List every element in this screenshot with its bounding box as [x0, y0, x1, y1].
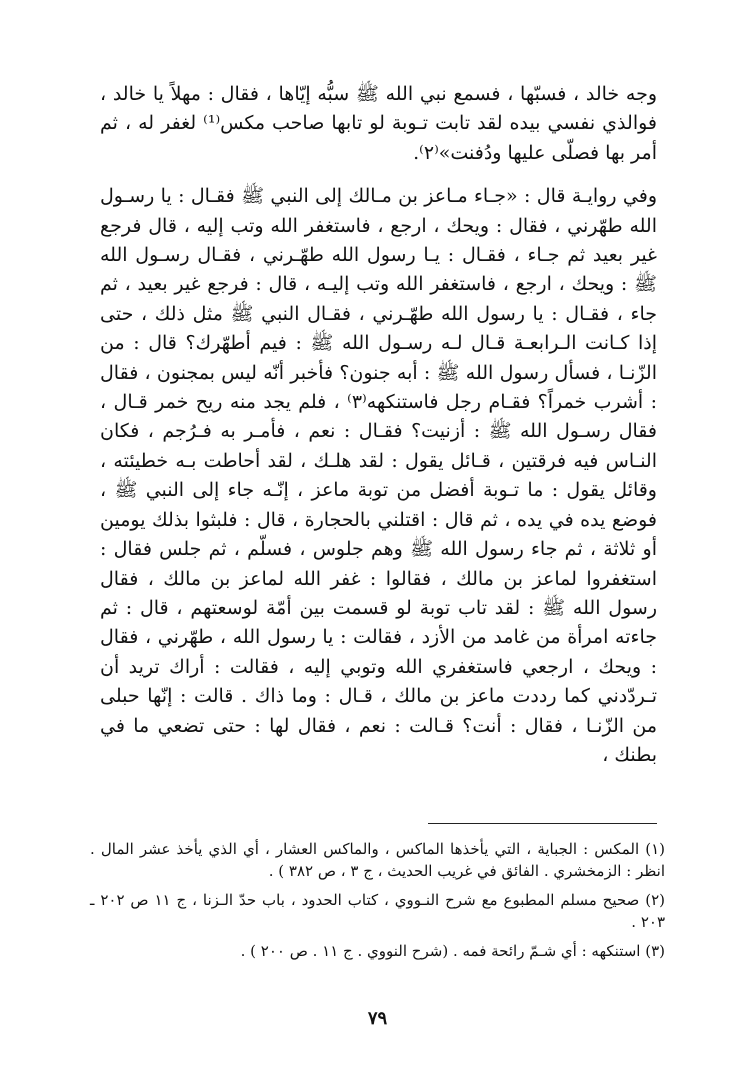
- footnote-2: (٢) صحيح مسلم المطبوع مع شرح النـووي ، كتاب الحدود ، باب حدّ الـزنا ، ج ١١ ص ٢٠٢ ـ ٢٠٣ .: [90, 891, 665, 931]
- paragraph-1: وجه خالد ، فسبّها ، فسمع نبي الله ﷺ سبُّه إيّاها ، فقال : مهلاً يا خالد ، فوالذي نفسي بيده لقد تابت تـوبة لو تابها صاحب مكس⁽¹⁾ لغفر له ، ثم أمر بها فصلّى عليها ودُفنت»⁽٢⁾.: [100, 83, 657, 164]
- paragraph-2: وفي روايـة قال : «جـاء مـاعز بن مـالك إلى النبي ﷺ فقـال : يا رسـول الله طهّرني ، فقال : ويحك ، ارجع ، فاستغفر الله وتب إليه ، قال فرجع غير بعيد ثم جـاء ، فقـال : يـا رسول الله طهّـرني ، فقـال رسـول الله ﷺ : ويحك ، ارجع ، فاستغفر الله وتب إليـه ، قال : فرجع غير بعيد ، ثم جاء ، فقـال : يا رسول الله طهّـرني ، فقـال النبي ﷺ مثل ذلك ، حتى إذا كـانت الـرابعـة قـال لـه رسـول الله ﷺ : فيم أطهّرك؟ قال : من الزّنـا ، فسأل رسول الله ﷺ : أبه جنون؟ فأخبر أنّه ليس بمجنون ، فقال : أشرب خمراً؟ فقـام رجل فاستنكهه⁽٣⁾ ، فلم يجد منه ريح خمر قـال ، فقال رسـول الله ﷺ : أزنيت؟ فقـال : نعم ، فأمـر به فـرُجم ، فكان النـاس فيه فرقتين ، قـائل يقول : لقد هلـك ، لقد أحاطت بـه خطيئته ، وقائل يقول : ما تـوبة أفضل من توبة ماعز ، إنّـه جاء إلى النبي ﷺ ، فوضع يده في يده ، ثم قال : اقتلني بالحجارة ، قال : فلبثوا بذلك يومين أو ثلاثة ، ثم جاء رسول الله ﷺ وهم جلوس ، فسلّم ، ثم جلس فقال : استغفروا لماعز بن مالك ، فقالوا : غفر الله لماعز بن مالك ، فقال رسول الله ﷺ : لقد تاب توبة لو قسمت بين أمّة لوسعتهم ، قال : ثم جاءته امرأة من غامد من الأزد ، فقالت : يا رسول الله ، طهّرني ، فقال : ويحك ، ارجعي فاستغفري الله وتوبي إليه ، فقالت : أراك تريد أن تـردّدني كما رددت ماعز بن مالك ، قـال : وما ذاك . قالت : إنّها حبلى من الزّنـا ، فقال : أنت؟ قـالت : نعم ، فقال لها : حتى تضعي ما في بطنك ،: [100, 185, 658, 766]
- footnote-1: (١) المكس : الجباية ، التي يأخذها الماكس ، والماكس العشار ، أي الذي يأخذ عشر المال . انظر : الزمخشري . الفائق في غريب الحديث ، ج ٣ ، ص ٣٨٢ ) .: [90, 840, 665, 880]
- footnote-3: (٣) استنكهه : أي شـمّ رائحة فمه . (شرح النووي . ج ١١ . ص ٢٠٠ ) .: [240, 942, 665, 960]
- page-number: ٧٩: [367, 1008, 388, 1029]
- main-text: [100, 80, 657, 770]
- footnote-separator: [428, 823, 657, 824]
- footnotes: [90, 838, 665, 969]
